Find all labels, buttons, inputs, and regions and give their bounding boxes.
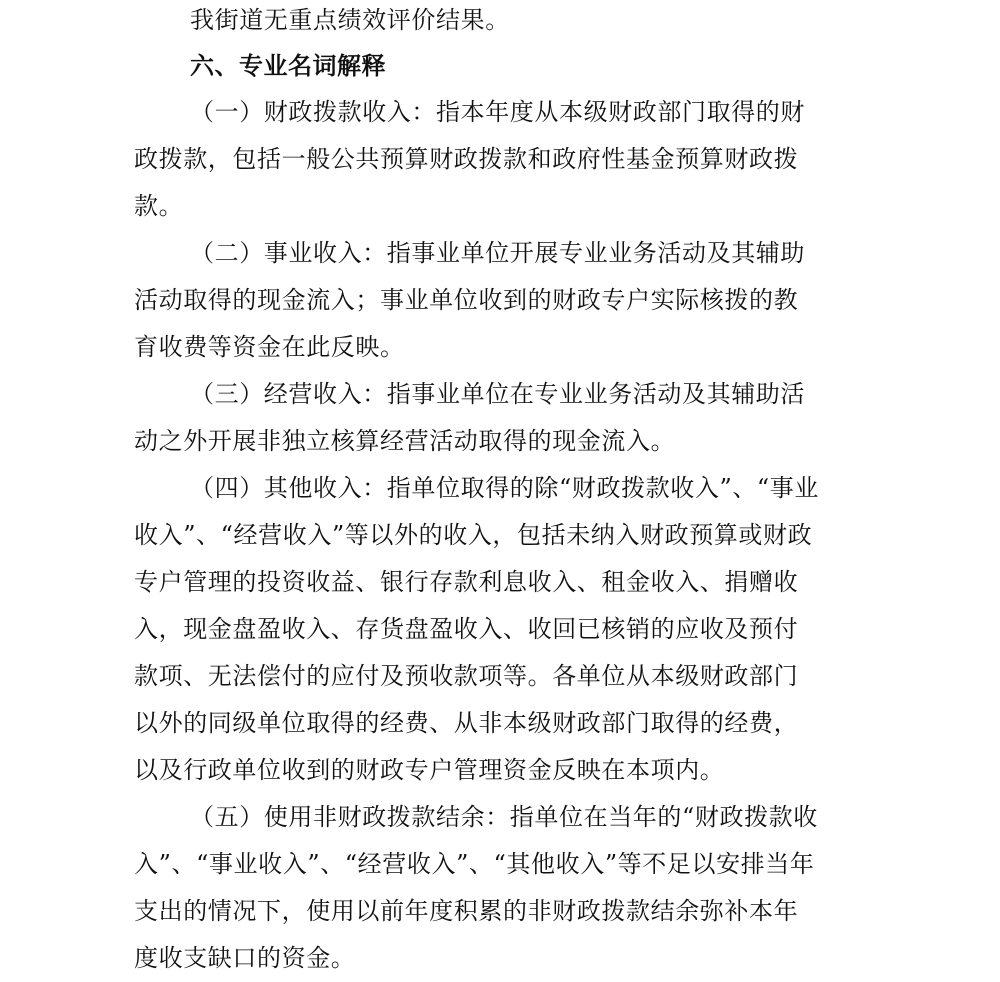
- paragraph-2-line-3: 育收费等资金在此反映。: [134, 333, 405, 361]
- paragraph-4-line-1: （四）其他收入：指单位取得的除“财政拨款收入”、“事业: [190, 474, 820, 502]
- paragraph-4-line-7: 以及行政单位收到的财政专户管理资金反映在本项内。: [134, 756, 725, 784]
- paragraph-1-line-2: 政拨款，包括一般公共预算财政拨款和政府性基金预算财政拨: [134, 145, 799, 173]
- paragraph-4-line-3: 专户管理的投资收益、银行存款利息收入、租金收入、捐赠收: [134, 568, 799, 596]
- paragraph-5-line-1: （五）使用非财政拨款结余：指单位在当年的“财政拨款收: [190, 803, 818, 831]
- intro-line: 我街道无重点绩效评价结果。: [190, 6, 510, 34]
- paragraph-5-line-2: 入”、“事业收入”、“经营收入”、“其他收入”等不足以安排当年: [134, 850, 815, 878]
- paragraph-1-line-3: 款。: [134, 192, 184, 220]
- paragraph-1-line-1: （一）财政拨款收入：指本年度从本级财政部门取得的财: [190, 98, 805, 126]
- paragraph-3-line-2: 动之外开展非独立核算经营活动取得的现金流入。: [134, 427, 676, 455]
- paragraph-4-line-4: 入，现金盘盈收入、存货盘盈收入、收回已核销的应收及预付: [134, 615, 799, 643]
- paragraph-5-line-4: 度收支缺口的资金。: [134, 944, 356, 972]
- paragraph-2-line-2: 活动取得的现金流入；事业单位收到的财政专户实际核拨的教: [134, 286, 799, 314]
- section-heading: 六、专业名词解释: [190, 51, 386, 80]
- paragraph-3-line-1: （三）经营收入：指事业单位在专业业务活动及其辅助活: [190, 380, 805, 408]
- paragraph-4-line-2: 收入”、“经营收入”等以外的收入，包括未纳入财政预算或财政: [134, 521, 813, 549]
- paragraph-5-line-3: 支出的情况下，使用以前年度积累的非财政拨款结余弥补本年: [134, 897, 799, 925]
- paragraph-4-line-5: 款项、无法偿付的应付及预收款项等。各单位从本级财政部门: [134, 662, 799, 690]
- paragraph-4-line-6: 以外的同级单位取得的经费、从非本级财政部门取得的经费，: [134, 709, 799, 737]
- paragraph-2-line-1: （二）事业收入：指事业单位开展专业业务活动及其辅助: [190, 239, 805, 267]
